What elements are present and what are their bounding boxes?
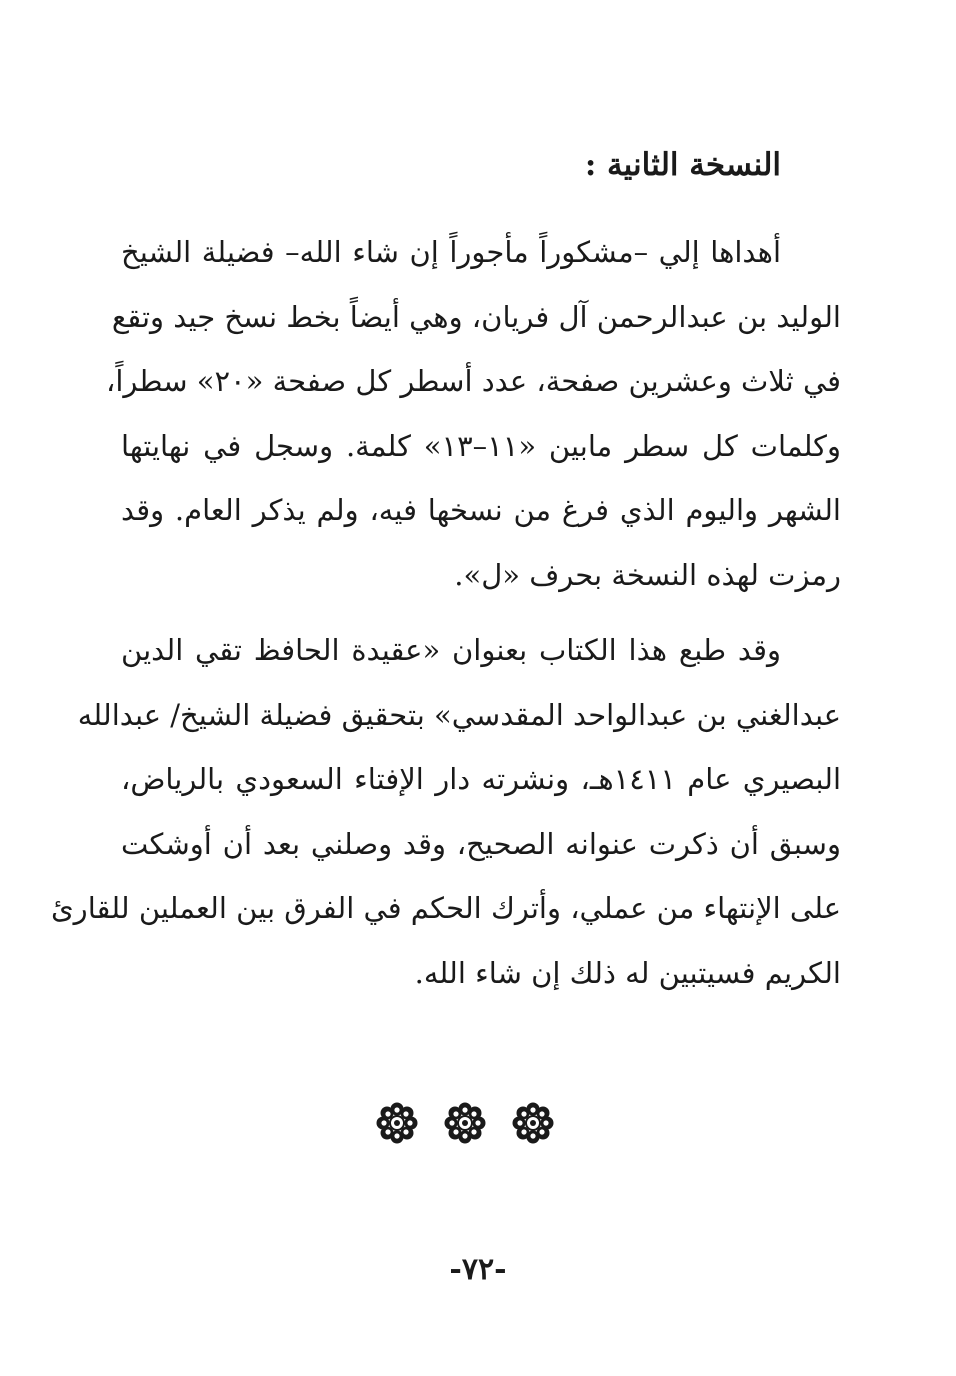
flower-ornament-icon (511, 1101, 555, 1145)
text-line: الكريم فسيتبين له ذلك إن شاء الله. (414, 955, 841, 990)
section-divider-ornaments (375, 1098, 555, 1148)
page-number: -٧٢- (449, 1252, 507, 1287)
text-line: وسبق أن ذكرت عنوانه الصحيح، وقد وصلني بعد أن أوشكت (121, 826, 841, 861)
text-line: وقد طبع هذا الكتاب بعنوان «عقيدة الحافظ تقي الدين (121, 633, 781, 667)
text-line: الشهر واليوم الذي فرغ من نسخها فيه، ولم يذكر العام. وقد (121, 493, 841, 527)
text-line: وكلمات كل سطر مابين «١١–١٣» كلمة. وسجل في نهايتها (121, 428, 841, 463)
text-line: على الإنتهاء من عملي، وأترك الحكم في الفرق بين العملين للقارئ (50, 891, 841, 925)
paragraph-first-copy-description (106, 220, 841, 607)
section-heading: النسخة الثانية : (584, 147, 781, 183)
text-line: رمزت لهذه النسخة بحرف «ل». (454, 557, 841, 592)
paragraph-printed-edition (50, 618, 842, 1005)
text-line: البصيري عام ١٤١١هـ، ونشرته دار الإفتاء السعودي بالرياض، (121, 762, 842, 796)
flower-ornament-icon (375, 1101, 419, 1145)
flower-ornament-icon (443, 1101, 487, 1145)
text-line: عبدالغني بن عبدالواحد المقدسي» بتحقيق فضيلة الشيخ/ عبدالله (77, 697, 841, 732)
text-line: الوليد بن عبدالرحمن آل فريان، وهي أيضاً بخط نسخ جيد وتقع (111, 299, 841, 334)
text-line: أهداها إلي –مشكوراً مأجوراً إن شاء الله– فضيلة الشيخ (121, 235, 781, 269)
text-line: في ثلاث وعشرين صفحة، عدد أسطر كل صفحة «٢٠» سطراً، (106, 364, 841, 398)
